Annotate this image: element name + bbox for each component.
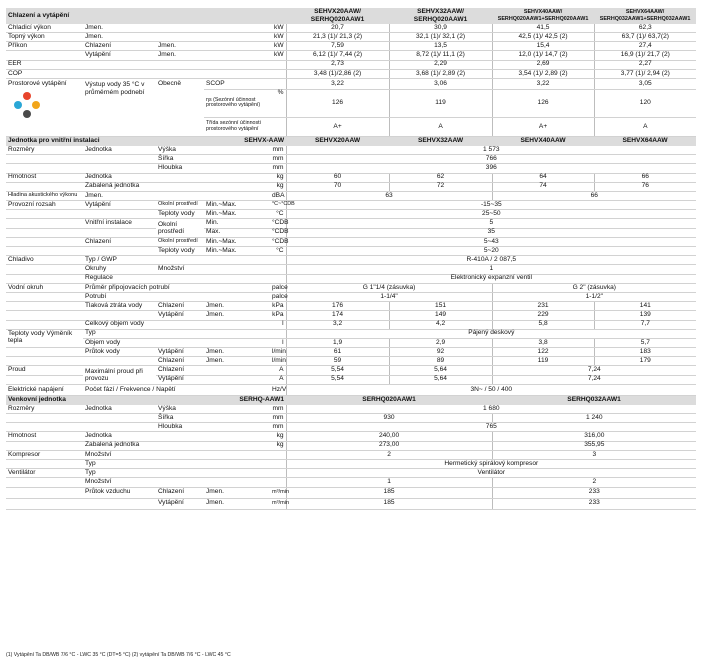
table-row: Vodní okruh Průměr připojovacích potrubí palce G 1"1/4 (zásuvka) G 2" (zásuvka): [6, 283, 696, 292]
icon-dot-blue: [14, 101, 22, 109]
section-title: Venkovní jednotka: [6, 395, 204, 405]
table-row: Max. °CDB 35: [6, 228, 696, 237]
table-row: Vytápění Jmen. kW 6,12 (1)/ 7,44 (2) 8,72 (1)/ 11,1 (2) 12,0 (1)/ 14,7 (2) 16,9 (1)/ 21,7 (2): [6, 51, 696, 60]
table-row: Množství 1 2: [6, 478, 696, 487]
table-row: Vytápění Jmen. kPa 174 149 229 139: [6, 311, 696, 320]
table-row: Celkový objem vody l 3,2 4,2 5,8 7,7: [6, 320, 696, 329]
table-row: Typ Hermetický spirálový kompresor: [6, 459, 696, 468]
table-row: Vytápění A 5,54 5,64 7,24: [6, 375, 696, 384]
table-row: Chladivo Typ / GWP R-410A / 2 087,5: [6, 256, 696, 265]
table-row: Hmotnost Jednotka kg 60 62 64 66: [6, 173, 696, 182]
table-row: Proud Maximální proud při provozu Chlazení A 5,54 5,64 7,24: [6, 366, 696, 375]
model-col-3: SEHVX40AAW/ SERHQ020AAW1+SERHQ020AAW1: [492, 8, 594, 24]
specifications-table: [6, 8, 696, 510]
table-row: Hmotnost Jednotka kg 240,00 316,00: [6, 432, 696, 441]
section-title: Jednotka pro vnitřní instalaci: [6, 136, 204, 146]
table-row: Topný výkon Jmen. kW 21,3 (1)/ 21,3 (2) 32,1 (1)/ 32,1 (2) 42,5 (1)/ 42,5 (2) 63,7 (1)/ 63,7(2): [6, 33, 696, 42]
table-row: Regulace Elektronický expanzní ventil: [6, 274, 696, 283]
table-row: Šířka mm 930 1 240: [6, 414, 696, 423]
table-row: Šířka mm 766: [6, 155, 696, 164]
table-row: Vnitřní instalace Okolní prostředí Min. °CDB 5: [6, 219, 696, 228]
model-col-2: SEHVX32AAW/ SERHQ020AAW1: [389, 8, 492, 24]
table-row: COP 3,48 (1)/2,86 (2) 3,68 (1)/ 2,89 (2) 3,54 (1)/ 2,89 (2) 3,77 (1)/ 2,94 (2): [6, 69, 696, 78]
table-row: Třída sezónní účinnosti prostorového vytápění A+ A A+ A: [6, 117, 696, 136]
table-row: Tlaková ztráta vody Chlazení Jmen. kPa 176 151 231 141: [6, 302, 696, 311]
icon-dot-dark: [23, 110, 31, 118]
footnote: (1) Vytápění Ta DB/WB 7/6 °C - LWC 35 °C (DT=5 °C) (2) vytápění Ta DB/WB 7/6 °C - LWC 45 °C: [6, 652, 231, 658]
outdoor-unit-header: Venkovní jednotka SERHQ-AAW1 SERHQ020AAW1 SERHQ032AAW1: [6, 395, 696, 405]
table-row: Teploty vody Min.~Max. °C 25~50: [6, 210, 696, 219]
table-row: Chladicí výkon Jmen. kW 20,7 30,9 41,5 62,3: [6, 24, 696, 33]
table-row: Chlazení Okolní prostředí Min.~Max. °CDB 5~43: [6, 237, 696, 246]
table-row: Provozní rozsah Vytápění Okolní prostředí Min.~Max. °C~°CDB -15~35: [6, 201, 696, 210]
model-col-1: SEHVX20AAW/ SERHQ020AAW1: [286, 8, 389, 24]
table-row: Hladina akustického výkonu Jmen. dBA 63 66: [6, 191, 696, 200]
table-row: Příkon Chlazení Jmen. kW 7,59 13,5 15,4 27,4: [6, 42, 696, 51]
table-row: ηs (Sezónní účinnost prostorového vytápění) % 126 119 126 120: [6, 89, 696, 117]
table-row: Chlazení Jmen. l/min 59 89 119 179: [6, 357, 696, 366]
table-row: Zabalená jednotka kg 273,00 355,95: [6, 441, 696, 450]
section-title: Chlazení a vytápění: [6, 8, 286, 24]
indoor-unit-header: Jednotka pro vnitřní instalaci SEHVX-AAW SEHVX20AAW SEHVX32AAW SEHVX40AAW SEHVX64AAW: [6, 136, 696, 146]
cooling-heating-header: [6, 8, 696, 24]
table-row: Hloubka mm 396: [6, 164, 696, 173]
seasonal-efficiency-icon: [14, 92, 40, 118]
table-row: Elektrické napájení Počet fází / Frekvence / Napětí Hz/V 3N~ / 50 / 400: [6, 384, 696, 395]
table-row: Hloubka mm 765: [6, 423, 696, 432]
table-row: Průtok vzduchu Chlazení Jmen. m³/min 185 233: [6, 487, 696, 498]
table-row: Objem vody l 1,9 2,9 3,8 5,7: [6, 338, 696, 347]
table-row: Teploty vody Výměník tepla Typ Pájený deskový: [6, 329, 696, 338]
icon-dot-red: [23, 92, 31, 100]
table-row: EER 2,73 2,29 2,69 2,27: [6, 60, 696, 69]
table-row: Ventilátor Typ Ventilátor: [6, 469, 696, 478]
table-row: Kompresor Množství 2 3: [6, 450, 696, 459]
table-row: Rozměry Jednotka Výška mm 1 573: [6, 146, 696, 155]
table-row: Prostorové vytápění Výstup vody 35 °C v průměrném podnebí Obecně SCOP 3,22 3,06 3,22 3,05: [6, 78, 696, 89]
table-row: Zabalená jednotka kg 70 72 74 76: [6, 182, 696, 191]
table-row: Potrubí palce 1-1/4" 1-1/2": [6, 292, 696, 301]
table-row: Průtok vody Vytápění Jmen. l/min 61 92 122 183: [6, 348, 696, 357]
table-row: Vytápění Jmen. m³/min 185 233: [6, 498, 696, 509]
icon-dot-orange: [32, 101, 40, 109]
table-row: Okruhy Množství 1: [6, 265, 696, 274]
table-row: Teploty vody Min.~Max. °C 5~20: [6, 247, 696, 256]
model-col-4: SEHVX64AAW/ SERHQ032AAW1+SERHQ032AAW1: [594, 8, 696, 24]
table-row: Rozměry Jednotka Výška mm 1 680: [6, 405, 696, 414]
